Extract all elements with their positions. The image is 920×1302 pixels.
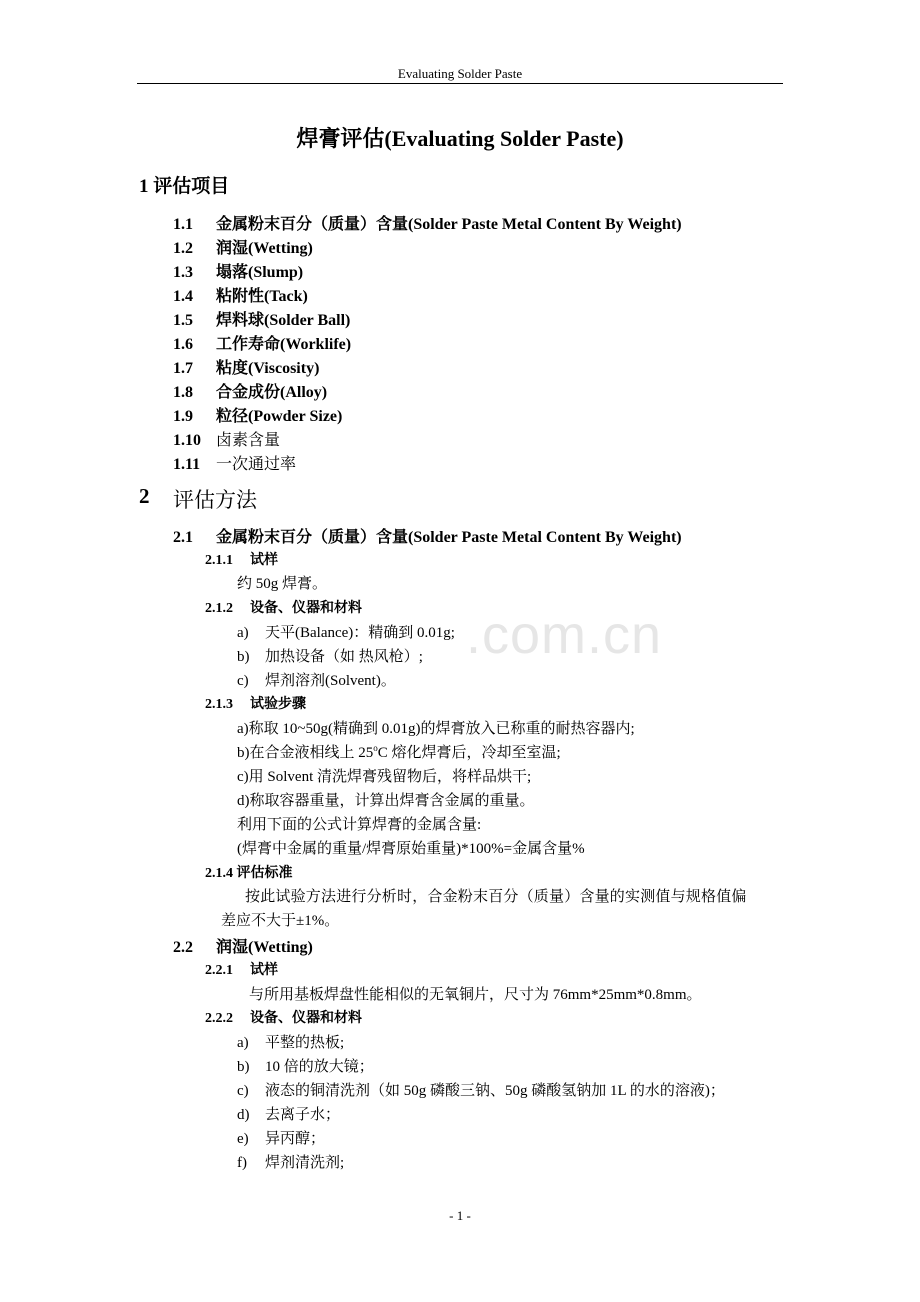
subsubsection-heading: 2.2.2 设备、仪器和材料	[205, 1011, 362, 1026]
page-number: - 1 -	[449, 1208, 471, 1223]
toc-item: 1.7 粘度(Viscosity)	[173, 360, 320, 377]
toc-item: 1.11 一次通过率	[173, 456, 297, 473]
procedure-step: b)在合金液相线上 25$^o$C 熔化焊膏后，冷却至室温;	[237, 743, 561, 761]
subsection-2-1-heading: 2.1 金属粉末百分（质量）含量(Solder Paste Metal Content By Weight)	[173, 529, 682, 546]
header-rule	[137, 83, 783, 84]
toc-item: 1.1 金属粉末百分（质量）含量(Solder Paste Metal Content By Weight)	[173, 216, 682, 233]
list-item: d) 去离子水；	[237, 1107, 341, 1123]
paragraph: 约 50g 焊膏。	[237, 576, 328, 592]
paragraph: 利用下面的公式计算焊膏的金属含量:	[237, 817, 482, 833]
toc-item: 1.6 工作寿命(Worklife)	[173, 336, 352, 353]
paragraph: 按此试验方法进行分析时，合金粉末百分（质量）含量的实测值与规格值偏	[245, 889, 747, 905]
procedure-step: d)称取容器重量，计算出焊膏含金属的重量。	[237, 793, 535, 809]
subsubsection-heading: 2.1.1 试样	[205, 553, 278, 568]
list-item: a) 天平(Balance)：精确到 0.01g;	[237, 625, 455, 641]
subsubsection-heading: 2.2.1 试样	[205, 963, 278, 978]
toc-item: 1.10 卤素含量	[173, 432, 281, 449]
subsubsection-heading: 2.1.2 设备、仪器和材料	[205, 601, 362, 616]
list-item: c) 焊剂溶剂(Solvent)。	[237, 673, 396, 689]
watermark: .com.cn	[466, 605, 663, 665]
toc-item: 1.5 焊料球(Solder Ball)	[173, 312, 351, 329]
paragraph: 与所用基板焊盘性能相似的无氧铜片，尺寸为 76mm*25mm*0.8mm。	[249, 987, 702, 1003]
subsubsection-heading: 2.1.3 试验步骤	[205, 697, 306, 712]
list-item: b) 加热设备（如 热风枪）;	[237, 649, 423, 665]
running-header: Evaluating Solder Paste	[397, 66, 523, 81]
subsubsection-heading: 2.1.4 评估标准	[205, 866, 293, 881]
subsection-2-2-heading: 2.2 润湿(Wetting)	[173, 939, 313, 956]
list-item: b) 10 倍的放大镜；	[237, 1059, 374, 1075]
list-item: a) 平整的热板;	[237, 1035, 345, 1051]
procedure-step: a)称取 10~50g(精确到 0.01g)的焊膏放入已称重的耐热容器内;	[237, 721, 635, 737]
list-item: f) 焊剂清洗剂;	[237, 1155, 345, 1171]
list-item: e) 异丙醇；	[237, 1131, 326, 1147]
toc-item: 1.8 合金成份(Alloy)	[173, 384, 328, 401]
list-item: c) 液态的铜清洗剂（如 50g 磷酸三钠、50g 磷酸氢钠加 1L 的水的溶液)；	[237, 1083, 725, 1099]
section-1-heading: 1 评估项目	[139, 176, 230, 197]
toc-item: 1.3 塌落(Slump)	[173, 264, 304, 281]
document-title: 焊膏评估(Evaluating Solder Paste)	[296, 126, 624, 151]
procedure-step: c)用 Solvent 清洗焊膏残留物后，将样品烘干;	[237, 769, 532, 785]
formula: (焊膏中金属的重量/焊膏原始重量)*100%=金属含量%	[237, 841, 585, 857]
toc-item: 1.9 粒径(Powder Size)	[173, 408, 343, 425]
section-2-heading: 2 评估方法	[139, 484, 257, 512]
toc-item: 1.4 粘附性(Tack)	[173, 288, 308, 305]
toc-item: 1.2 润湿(Wetting)	[173, 240, 313, 257]
paragraph: 差应不大于±1%。	[221, 913, 340, 929]
